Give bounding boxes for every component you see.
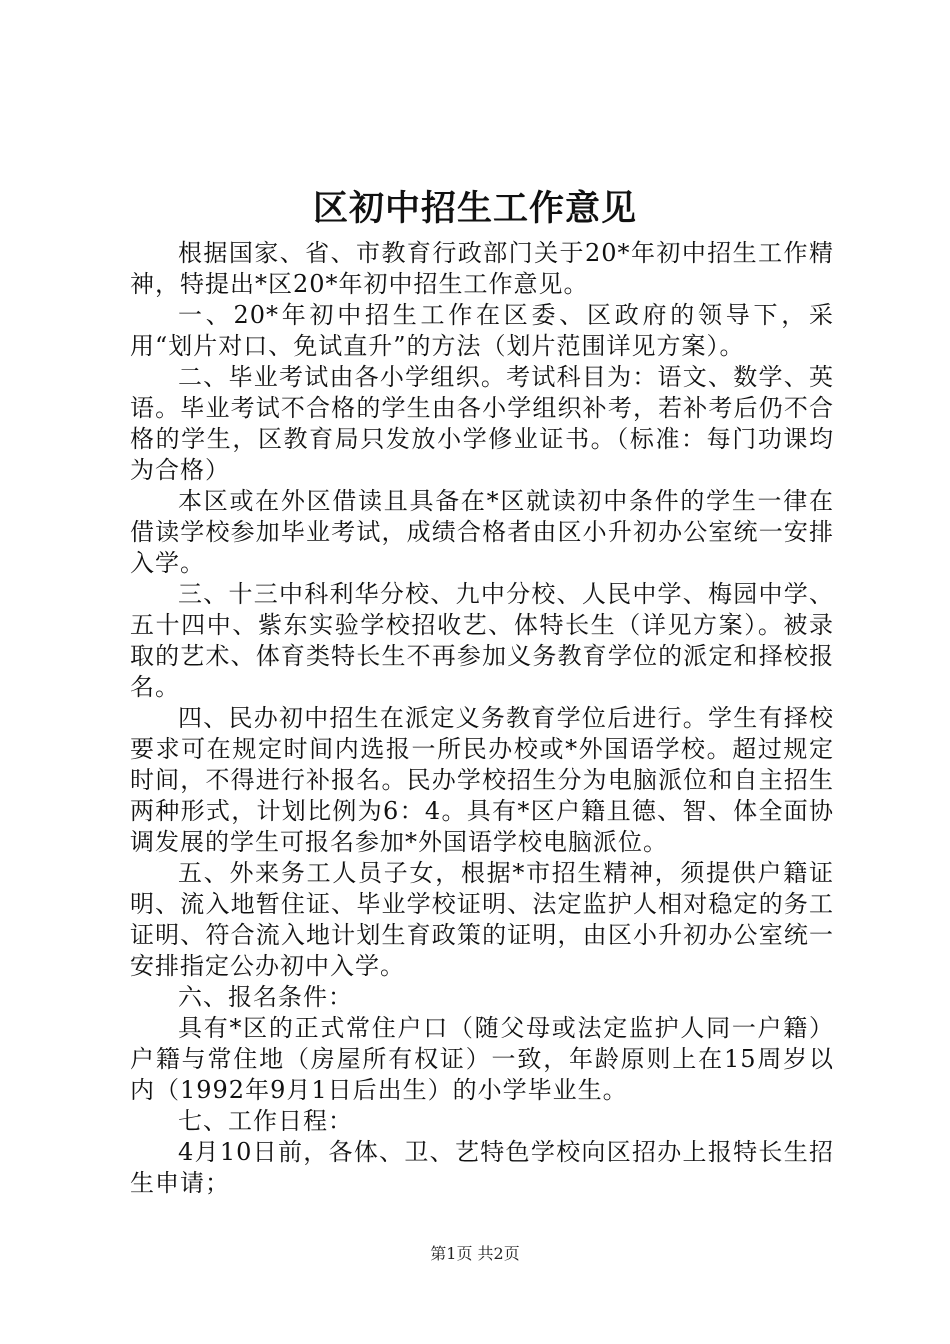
paragraph-section-7-heading: 七、工作日程：: [178, 1107, 353, 1135]
paragraph-section-5: 五、外来务工人员子女，根据*市招生精神，须提供户籍证明、流入地暂住证、毕业学校证明、法定监护人相对稳定的务工证明、符合流入地计划生育政策的证明，由区小升初办公室统一安排指定公办初中入学。: [130, 859, 834, 980]
paragraph-section-3: 三、十三中科利华分校、九中分校、人民中学、梅园中学、五十四中、紫东实验学校招收艺、体特长生（详见方案）。被录取的艺术、体育类特长生不再参加义务教育学位的派定和择校报名。: [130, 580, 834, 701]
paragraph-section-2-note: 本区或在外区借读且具备在*区就读初中条件的学生一律在借读学校参加毕业考试，成绩合格者由区小升初办公室统一安排入学。: [130, 487, 834, 577]
paragraph-section-2: 二、毕业考试由各小学组织。考试科目为：语文、数学、英语。毕业考试不合格的学生由各小学组织补考，若补考后仍不合格的学生，区教育局只发放小学修业证书。（标准：每门功课均为合格）: [130, 363, 834, 484]
paragraph-section-7-item: 4月10日前，各体、卫、艺特色学校向区招办上报特长生招生申请；: [130, 1138, 834, 1197]
paragraph-section-6-body: 具有*区的正式常住户口（随父母或法定监护人同一户籍）户籍与常住地（房屋所有权证）一致，年龄原则上在15周岁以内（1992年9月1日后出生）的小学毕业生。: [130, 1014, 834, 1104]
page-number-footer: 第1页 共2页: [430, 1244, 520, 1263]
document-body: [130, 238, 834, 1199]
paragraph-section-1: 一、20*年初中招生工作在区委、区政府的领导下，采用“划片对口、免试直升”的方法（划片范围详见方案）。: [130, 301, 834, 360]
paragraph-section-4: 四、民办初中招生在派定义务教育学位后进行。学生有择校要求可在规定时间内选报一所民办校或*外国语学校。超过规定时间，不得进行补报名。民办学校招生分为电脑派位和自主招生两种形式，计划比例为6：4。具有*区户籍且德、智、体全面协调发展的学生可报名参加*外国语学校电脑派位。: [130, 704, 834, 856]
paragraph-section-6-heading: 六、报名条件：: [178, 983, 353, 1011]
document-title: 区初中招生工作意见: [312, 188, 637, 229]
paragraph-intro: 根据国家、省、市教育行政部门关于20*年初中招生工作精神，特提出*区20*年初中招生工作意见。: [130, 239, 834, 298]
